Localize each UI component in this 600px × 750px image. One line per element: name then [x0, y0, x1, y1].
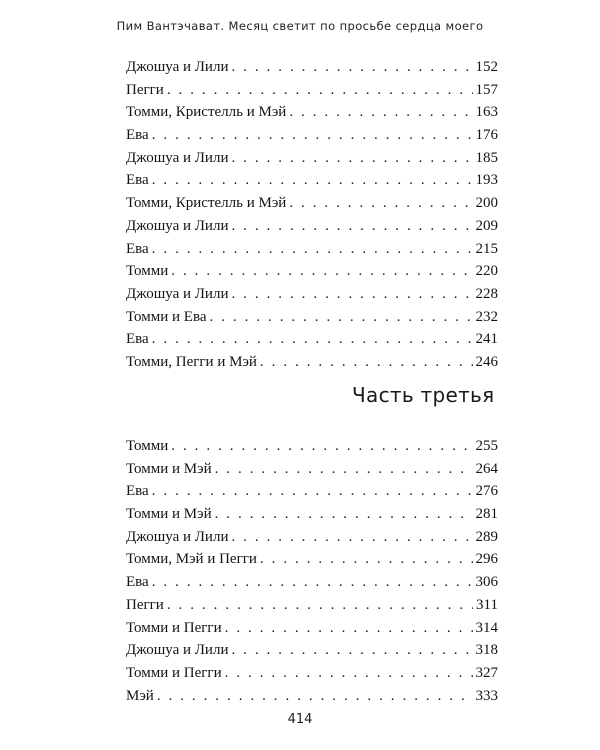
toc-entry: [126, 283, 498, 306]
toc-entry-title: Томми, Кристелль и Мэй: [126, 104, 287, 121]
toc-entry-page: 209: [475, 217, 498, 234]
toc-entry: [126, 306, 498, 329]
toc-entry-title: Джошуа и Лили: [126, 528, 229, 545]
toc-dot-leader: [231, 215, 472, 238]
toc-dot-leader: [152, 480, 473, 503]
toc-dot-leader: [215, 458, 473, 481]
toc-entry: [126, 192, 498, 215]
toc-entry: [126, 56, 498, 79]
toc-entry-page: 246: [475, 353, 498, 370]
toc-dot-leader: [152, 328, 473, 351]
toc-entry-title: Пегги: [126, 596, 164, 613]
toc-list-part-two: [126, 56, 498, 374]
toc-entry-title: Джошуа и Лили: [126, 149, 229, 166]
toc-dot-leader: [167, 594, 473, 617]
toc-dot-leader: [231, 283, 472, 306]
toc-dot-leader: [152, 169, 473, 192]
toc-entry-page: 311: [476, 596, 498, 613]
toc-entry: [126, 351, 498, 374]
toc-entry: [126, 124, 498, 147]
toc-entry-page: 163: [475, 104, 498, 121]
toc-entry: [126, 526, 498, 549]
toc-entry: [126, 685, 498, 708]
toc-entry-title: Мэй: [126, 687, 154, 704]
running-head: Пим Вантэчават. Месяц светит по просьбе сердца моего: [116, 19, 484, 33]
toc-entry: [126, 215, 498, 238]
toc-entry-page: 306: [475, 574, 498, 591]
toc-dot-leader: [231, 56, 472, 79]
toc-dot-leader: [231, 639, 472, 662]
toc-entry: [126, 548, 498, 571]
toc-dot-leader: [289, 101, 472, 124]
toc-entry-page: 157: [475, 81, 498, 98]
toc-entry: [126, 662, 498, 685]
toc-entry-title: Томми и Пегги: [126, 619, 222, 636]
toc-entry-title: Джошуа и Лили: [126, 59, 229, 75]
toc-entry-title: Ева: [126, 240, 149, 257]
toc-entry-title: Ева: [126, 331, 149, 348]
toc-entry-title: Пегги: [126, 81, 164, 98]
page-number: 414: [287, 712, 313, 727]
toc-entry: [126, 147, 498, 170]
toc-dot-leader: [152, 571, 473, 594]
toc-entry-page: 241: [475, 331, 498, 348]
toc-entry: [126, 435, 498, 458]
toc-entry: [126, 328, 498, 351]
toc-dot-leader: [289, 192, 472, 215]
toc-entry-page: 264: [475, 460, 498, 477]
toc-entry-page: 232: [475, 308, 498, 325]
toc-entry-page: 193: [475, 172, 498, 189]
toc-dot-leader: [152, 124, 473, 147]
part-three-heading: Часть третья: [352, 383, 495, 407]
toc-dot-leader: [157, 685, 473, 708]
toc-entry-page: 333: [475, 687, 498, 704]
toc-entry-title: Ева: [126, 483, 149, 500]
toc-dot-leader: [225, 662, 473, 685]
toc-entry-page: 152: [475, 59, 498, 75]
toc-entry-title: Томми: [126, 438, 169, 454]
toc-entry-title: Томми: [126, 263, 169, 280]
toc-entry: [126, 169, 498, 192]
toc-entry-title: Томми и Мэй: [126, 460, 212, 477]
toc-dot-leader: [225, 617, 473, 640]
toc-entry: [126, 260, 498, 283]
toc-entry: [126, 639, 498, 662]
toc-entry-title: Ева: [126, 574, 149, 591]
toc-entry-page: 215: [475, 240, 498, 257]
toc-entry: [126, 617, 498, 640]
toc-entry-title: Томми и Мэй: [126, 506, 212, 523]
toc-entry-page: 276: [475, 483, 498, 500]
toc-entry-page: 228: [475, 285, 498, 302]
toc-dot-leader: [215, 503, 473, 526]
toc-entry-page: 176: [475, 127, 498, 144]
toc-entry-title: Томми и Ева: [126, 308, 207, 325]
toc-entry-title: Томми, Пегги и Мэй: [126, 353, 257, 370]
toc-entry-page: 185: [475, 149, 498, 166]
toc-entry: [126, 458, 498, 481]
toc-entry-title: Томми, Мэй и Пегги: [126, 551, 257, 568]
toc-entry-title: Ева: [126, 127, 149, 144]
toc-list-part-three: [126, 435, 498, 707]
toc-entry-page: 296: [475, 551, 498, 568]
toc-dot-leader: [260, 548, 473, 571]
toc-dot-leader: [167, 79, 473, 102]
toc-entry-page: 200: [475, 195, 498, 212]
toc-dot-leader: [231, 147, 472, 170]
toc-entry-page: 318: [475, 642, 498, 659]
toc-dot-leader: [171, 260, 472, 283]
toc-entry-title: Джошуа и Лили: [126, 217, 229, 234]
toc-entry-page: 220: [475, 263, 498, 280]
toc-entry-title: Томми, Кристелль и Мэй: [126, 195, 287, 212]
toc-dot-leader: [231, 526, 472, 549]
toc-entry-title: Ева: [126, 172, 149, 189]
toc-entry-page: 281: [475, 506, 498, 523]
toc-entry-title: Джошуа и Лили: [126, 285, 229, 302]
toc-entry-page: 327: [475, 664, 498, 681]
toc-entry: [126, 79, 498, 102]
toc-entry: [126, 101, 498, 124]
toc-entry-title: Томми и Пегги: [126, 664, 222, 681]
toc-dot-leader: [152, 238, 473, 261]
toc-dot-leader: [171, 435, 472, 458]
toc-entry-page: 314: [475, 619, 498, 636]
toc-dot-leader: [260, 351, 473, 374]
toc-entry: [126, 503, 498, 526]
toc-entry: [126, 238, 498, 261]
toc-entry-title: Джошуа и Лили: [126, 642, 229, 659]
toc-entry: [126, 571, 498, 594]
toc-entry: [126, 480, 498, 503]
toc-entry-page: 255: [475, 438, 498, 454]
toc-entry: [126, 594, 498, 617]
toc-entry-page: 289: [475, 528, 498, 545]
toc-dot-leader: [210, 306, 473, 329]
